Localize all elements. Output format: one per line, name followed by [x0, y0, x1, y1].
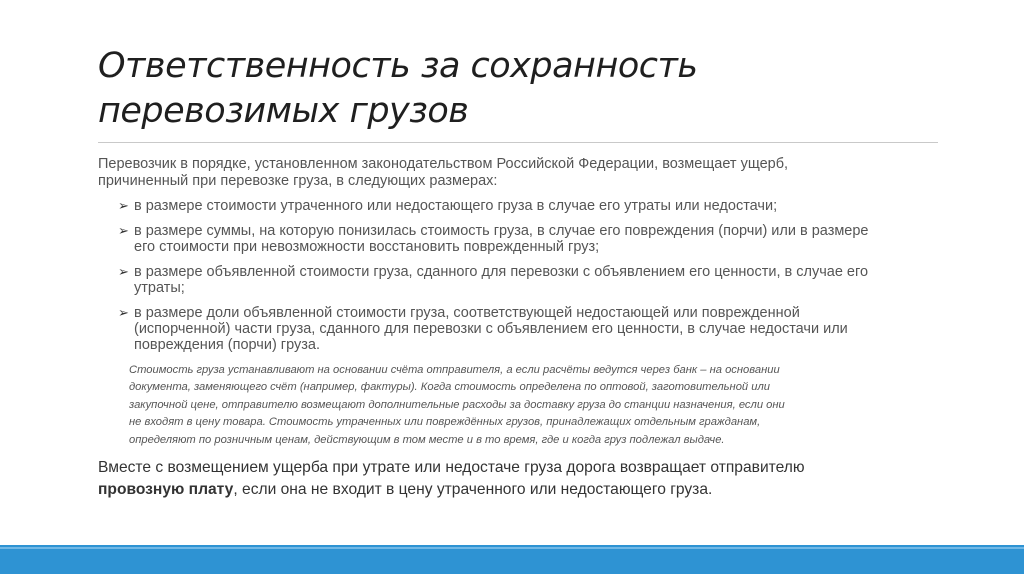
slide-content	[98, 156, 940, 501]
bullet-text-line: в размере суммы, на которую понизилась стоимость груза, в случае его повреждения (порчи) или в размере	[134, 223, 869, 239]
cost-determination-note	[129, 362, 940, 449]
bullet-item-declared-value	[98, 264, 940, 296]
note-line: закупочной цене, отправителю возмещают дополнительные расходы за доставку груза до станции назначения, если они	[129, 398, 785, 411]
bullet-item-damaged-cargo	[98, 223, 940, 255]
arrow-bullet-icon: ➢	[118, 198, 129, 213]
slide-title-line-2: перевозимых грузов	[98, 91, 469, 131]
summary-bold-term: провозную плату	[98, 481, 234, 499]
bullet-item-lost-cargo	[98, 198, 940, 214]
slide-title-line-1: Ответственность за сохранность	[98, 46, 698, 86]
bullet-text-line: (испорченной) части груза, сданного для перевозки с объявлением его ценности, в случае недостачи или	[134, 321, 848, 337]
slide-title	[98, 44, 958, 134]
intro-paragraph	[98, 156, 940, 190]
note-line: определяют по розничным ценам, действующим в том месте и в то время, где и когда груз подлежал выдаче.	[129, 433, 725, 446]
note-line: Стоимость груза устанавливают на основании счёта отправителя, а если расчёты ведутся через банк – на основании	[129, 364, 780, 376]
title-divider	[98, 142, 938, 143]
damages-bullet-list	[98, 198, 940, 353]
arrow-bullet-icon: ➢	[118, 223, 129, 238]
intro-line-2: причиненный при перевозке груза, в следующих размерах:	[98, 173, 498, 189]
bullet-text-line: в размере доли объявленной стоимости груза, соответствующей недостающей или поврежденной	[134, 305, 800, 321]
summary-line-2: , если она не входит в цену утраченного или недостающего груза.	[233, 481, 713, 499]
note-line: не входят в цену товара. Стоимость утраченных или повреждённых грузов, принадлежащих отдельным гражданам,	[129, 416, 761, 429]
arrow-bullet-icon: ➢	[118, 264, 129, 279]
bullet-text-line: его стоимости при невозможности восстановить поврежденный груз;	[134, 239, 600, 255]
bullet-text-line: в размере объявленной стоимости груза, сданного для перевозки с объявлением его ценности, в случае его	[134, 264, 869, 280]
summary-line-1: Вместе с возмещением ущерба при утрате или недостаче груза дорога возвращает отправителю	[98, 459, 805, 477]
bullet-item-declared-value-share	[98, 305, 940, 353]
arrow-bullet-icon: ➢	[118, 305, 129, 320]
footer-accent-bar	[0, 545, 1024, 574]
summary-paragraph	[98, 457, 940, 501]
footer-accent-stripe	[0, 547, 1024, 549]
bullet-text-line: повреждения (порчи) груза.	[134, 337, 320, 353]
note-line: документа, заменяющего счёт (например, фактуры). Когда стоимость определена по оптовой, заготовительной или	[129, 381, 771, 394]
intro-line-1: Перевозчик в порядке, установленном законодательством Российской Федерации, возмещает ущерб,	[98, 156, 789, 172]
bullet-text-line: в размере стоимости утраченного или недостающего груза в случае его утраты или недостачи;	[134, 198, 778, 214]
bullet-text-line: утраты;	[134, 280, 185, 296]
